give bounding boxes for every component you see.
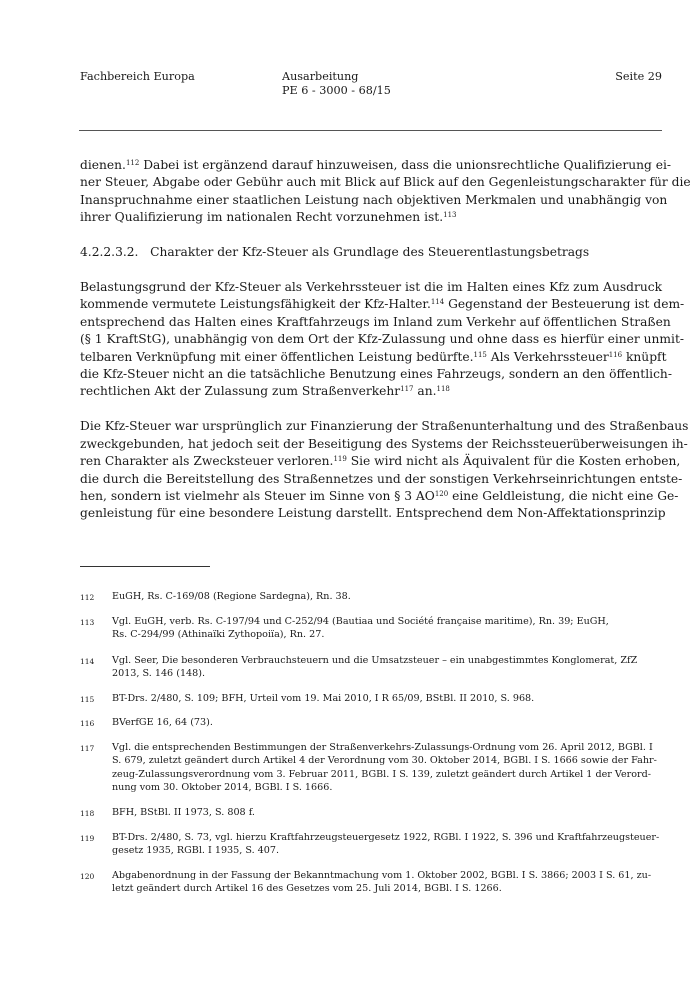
text-line: die durch die Bereitstellung des Straßennetzes und der sonstigen Verkehrseinrichtungen entste- <box>80 471 683 486</box>
section-heading: 4.2.2.3.2. Charakter der Kfz-Steuer als Grundlage des Steuerentlastungsbetrags <box>80 245 590 260</box>
text-line: genleistung für eine besondere Leistung darstellt. Entsprechend dem Non-Affektationsprinzip <box>80 506 666 521</box>
page-number: Seite 29 <box>615 70 662 83</box>
footnote-text: BT-Drs. 2/480, S. 73, vgl. hierzu Kraftfahrzeugsteuergesetz 1922, RGBl. I 1922, S. 396 und Kraftfahrzeugsteuer- gesetz 1935, RGBl. I 1935, S. 407. <box>112 832 660 857</box>
footnote-number: 115 <box>80 695 95 704</box>
text-line: kommende vermutete Leistungsfähigkeit der Kfz-Halter.$^{114}$ Gegenstand der Besteuerung ist dem- <box>80 297 685 312</box>
department-label: Fachbereich Europa <box>80 70 195 83</box>
text-line: Belastungsgrund der Kfz-Steuer als Verkehrssteuer ist die im Halten eines Kfz zum Ausdruck <box>80 280 662 295</box>
footnote-ref[interactable]: 118 <box>436 385 450 394</box>
paragraph-2 <box>80 279 685 401</box>
footnote-ref[interactable]: 114 <box>430 298 445 307</box>
footnote-text: Vgl. EuGH, verb. Rs. C-197/94 und C-252/94 (Bautiaa und Société française maritime), Rn. 39; EuGH, Rs. C-294/99 (Athinaïki Zythopoiïa), Rn. 27. <box>112 616 609 641</box>
header-divider <box>79 130 662 131</box>
text-line: Die Kfz-Steuer war ursprünglich zur Finanzierung der Straßenunterhaltung und des Straßenbaus <box>80 419 689 434</box>
footnote-divider <box>80 566 210 567</box>
footnote-text: BT-Drs. 2/480, S. 109; BFH, Urteil vom 19. Mai 2010, I R 65/09, BStBl. II 2010, S. 968. <box>112 693 535 704</box>
footnote-number: 116 <box>80 719 95 728</box>
main-text <box>80 157 691 523</box>
document-reference <box>282 70 391 98</box>
footnote-number: 119 <box>80 834 95 843</box>
footnote-number: 118 <box>80 809 95 818</box>
footnote-text: BVerfGE 16, 64 (73). <box>112 717 213 728</box>
text-line: hen, sondern ist vielmehr als Steuer im Sinne von § 3 AO$^{120}$ eine Geldleistung, die nicht eine Ge- <box>80 489 679 503</box>
text-line: rechtlichen Akt der Zulassung zum Straßenverkehr$^{117}$ an.$^{118}$ <box>80 384 450 399</box>
document-type: Ausarbeitung <box>282 70 359 83</box>
document-number: PE 6 - 3000 - 68/15 <box>282 84 391 97</box>
text-line: ren Charakter als Zwecksteuer verloren.$^{119}$ Sie wird nicht als Äquivalent für die Kosten erhoben, <box>80 454 681 469</box>
footnote-ref[interactable]: 117 <box>400 385 414 394</box>
paragraph-1 <box>80 157 691 227</box>
footnote-text: EuGH, Rs. C-169/08 (Regione Sardegna), Rn. 38. <box>112 591 351 602</box>
footnote-number: 120 <box>80 872 95 881</box>
text-line: ihrer Qualifizierung im nationalen Recht vorzunehmen ist.$^{113}$ <box>80 210 457 225</box>
footnote-ref[interactable]: 113 <box>443 211 457 220</box>
text-line: dienen.$^{112}$ Dabei ist ergänzend darauf hinzuweisen, dass die unionsrechtliche Qualifizierung ei- <box>80 158 672 172</box>
footnote-number: 114 <box>80 657 95 666</box>
footnote-number: 112 <box>80 593 95 602</box>
text-line: telbaren Verknüpfung mit einer öffentlichen Leistung bedürfte.$^{115}$ Als Verkehrssteuer$^{116}$ knüpft <box>80 349 667 364</box>
footnote-text: Vgl. Seer, Die besonderen Verbrauchsteuern und die Umsatzsteuer – ein unabgestimmtes Konglomerat, ZfZ 2013, S. 146 (148). <box>112 655 638 680</box>
text-line: zweckgebunden, hat jedoch seit der Beseitigung des Systems der Reichssteuerüberweisungen ih- <box>80 436 688 451</box>
text-line: (§ 1 KraftStG), unabhängig von dem Ort der Kfz-Zulassung und ohne dass es hierfür einer unmit- <box>80 332 685 347</box>
text-line: die Kfz-Steuer nicht an die tatsächliche Benutzung eines Fahrzeugs, sondern an den öffentlich- <box>80 367 672 382</box>
text-line: entsprechend das Halten eines Kraftfahrzeugs im Inland zum Verkehr auf öffentlichen Straßen <box>80 314 671 329</box>
footnote-text: Abgabenordnung in der Fassung der Bekanntmachung vom 1. Oktober 2002, BGBl. I S. 3866; 2003 I S. 61, zu- letzt geändert durch Artikel 16 des Gesetzes vom 25. Juli 2014, BGBl. I S. 1266. <box>112 870 652 895</box>
footnote-number: 117 <box>80 744 95 753</box>
footnote-ref[interactable]: 115 <box>473 350 487 359</box>
footnote-ref[interactable]: 119 <box>333 455 347 464</box>
paragraph-3 <box>80 418 689 522</box>
footnote-text: Vgl. die entsprechenden Bestimmungen der Straßenverkehrs-Zulassungs-Ordnung vom 26. April 2012, BGBl. I S. 679, zuletzt geändert durch Artikel 4 der Verordnung vom 30. Oktober 2014, BGBl. I S. 1666 sowie der Fahr- zeug-Zulassungsverordnung vom 3. Februar 2011, BGBl. I S. 139, zuletzt geändert durch Artikel 1 der Verord- nung vom 30. Oktober 2014, BGBl. I S. 1666. <box>112 742 657 793</box>
footnote-ref[interactable]: 120 <box>434 490 449 498</box>
text-line: ner Steuer, Abgabe oder Gebühr auch mit Blick auf Blick auf den Gegenleistungscharakter für die <box>80 175 691 190</box>
footnote-text: BFH, BStBl. II 1973, S. 808 f. <box>112 807 255 818</box>
footnote-ref[interactable]: 116 <box>608 350 623 359</box>
footnote-number: 113 <box>80 618 95 627</box>
text-line: Inanspruchnahme einer staatlichen Leistung nach objektiven Merkmalen und unabhängig von <box>80 192 668 207</box>
footnote-ref[interactable]: 112 <box>125 159 140 167</box>
